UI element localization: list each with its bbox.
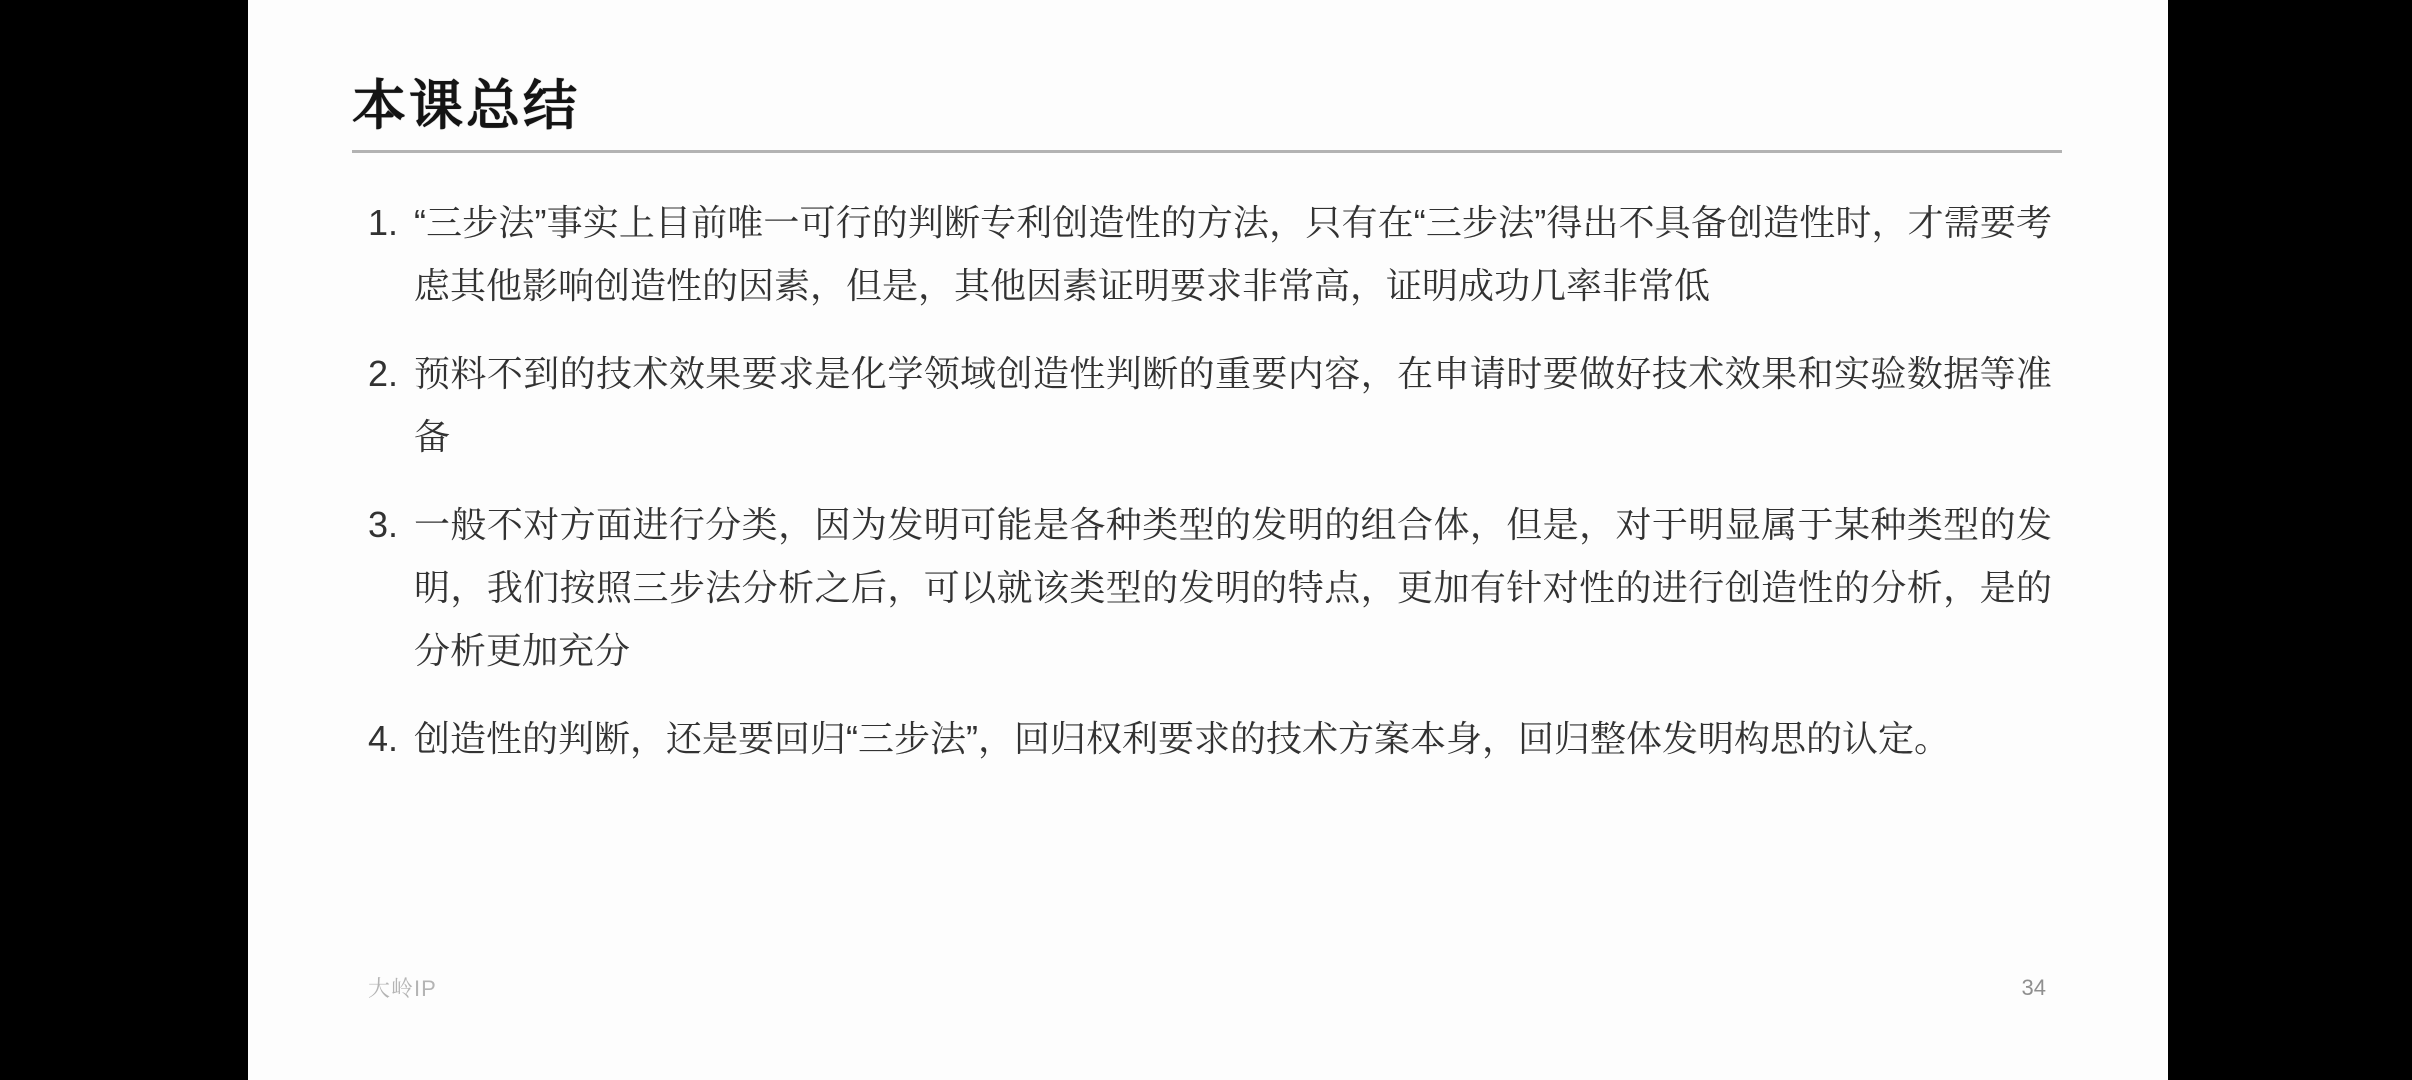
summary-list [368, 191, 2052, 770]
slide-footer [248, 972, 2168, 1003]
footer-brand-label: 大岭IP [368, 976, 437, 1001]
item-number: 1. [368, 202, 399, 243]
letterbox-left [0, 0, 248, 1080]
list-item [368, 342, 2052, 468]
item-text: “三步法”事实上目前唯一可行的判断专利创造性的方法，只有在“三步法”得出不具备创造性时，才需要考虑其他影响创造性的因素，但是，其他因素证明要求非常高，证明成功几率非常低 [414, 202, 2052, 306]
page-title: 本课总结 [352, 76, 580, 136]
item-text: 创造性的判断，还是要回归“三步法”，回归权利要求的技术方案本身，回归整体发明构思的认定。 [414, 718, 1950, 759]
list-item [368, 191, 2052, 317]
page-number: 34 [2021, 974, 2046, 1000]
item-number: 3. [368, 504, 399, 545]
item-number: 2. [368, 353, 399, 394]
slide-header [352, 0, 2062, 153]
list-item [368, 707, 2052, 770]
list-item [368, 493, 2052, 682]
letterbox-right [2168, 0, 2412, 1080]
presentation-slide [248, 0, 2168, 1080]
item-text: 一般不对方面进行分类，因为发明可能是各种类型的发明的组合体，但是，对于明显属于某种类型的发明，我们按照三步法分析之后，可以就该类型的发明的特点，更加有针对性的进行创造性的分析，是的分析更加充分 [414, 504, 2052, 671]
item-number: 4. [368, 718, 399, 759]
item-text: 预料不到的技术效果要求是化学领域创造性判断的重要内容，在申请时要做好技术效果和实验数据等准备 [414, 353, 2052, 457]
